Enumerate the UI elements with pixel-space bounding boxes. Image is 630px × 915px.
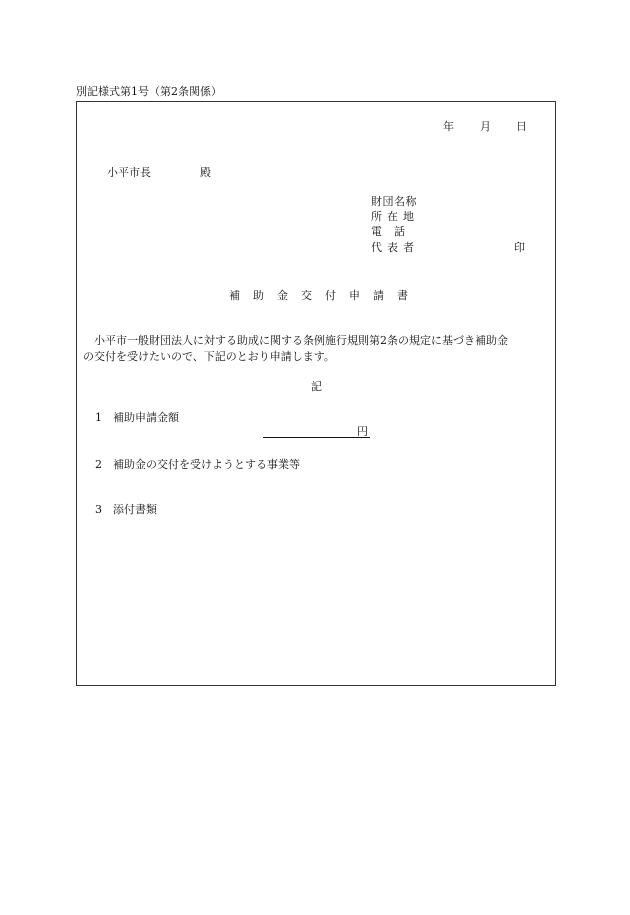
yen-unit: 円	[357, 425, 368, 438]
representative-label: 代表者	[371, 241, 419, 254]
item-2-label: 補助金の交付を受けようとする事業等	[113, 458, 300, 471]
form-label: 別記様式第1号（第2条関係）	[76, 85, 222, 98]
ki-heading: 記	[311, 380, 322, 393]
org-name-label: 財団名称	[371, 195, 417, 208]
amount-underline	[263, 437, 370, 438]
date-year: 年	[443, 120, 454, 133]
addressee-name: 小平市長	[107, 166, 151, 179]
seal-mark: 印	[514, 241, 525, 254]
application-form-frame	[76, 101, 556, 686]
item-2-number: 2	[95, 458, 102, 471]
date-day: 日	[516, 120, 527, 133]
item-1-number: 1	[95, 411, 102, 424]
item-3-number: 3	[95, 503, 102, 516]
addressee-honorific: 殿	[200, 166, 211, 179]
item-3-label: 添付書類	[113, 503, 157, 516]
address-label: 所在地	[371, 210, 419, 223]
body-paragraph	[83, 333, 553, 365]
date-month: 月	[480, 120, 491, 133]
phone-label: 電 話	[371, 225, 406, 238]
body-line-1: 小平市一般財団法人に対する助成に関する条例施行規則第2条の規定に基づき補助金	[94, 334, 508, 347]
item-1-label: 補助申請金額	[113, 411, 179, 424]
document-title: 補 助 金 交 付 申 請 書	[229, 289, 409, 302]
body-line-2: の交付を受けたいので、下記のとおり申請します。	[83, 350, 335, 363]
